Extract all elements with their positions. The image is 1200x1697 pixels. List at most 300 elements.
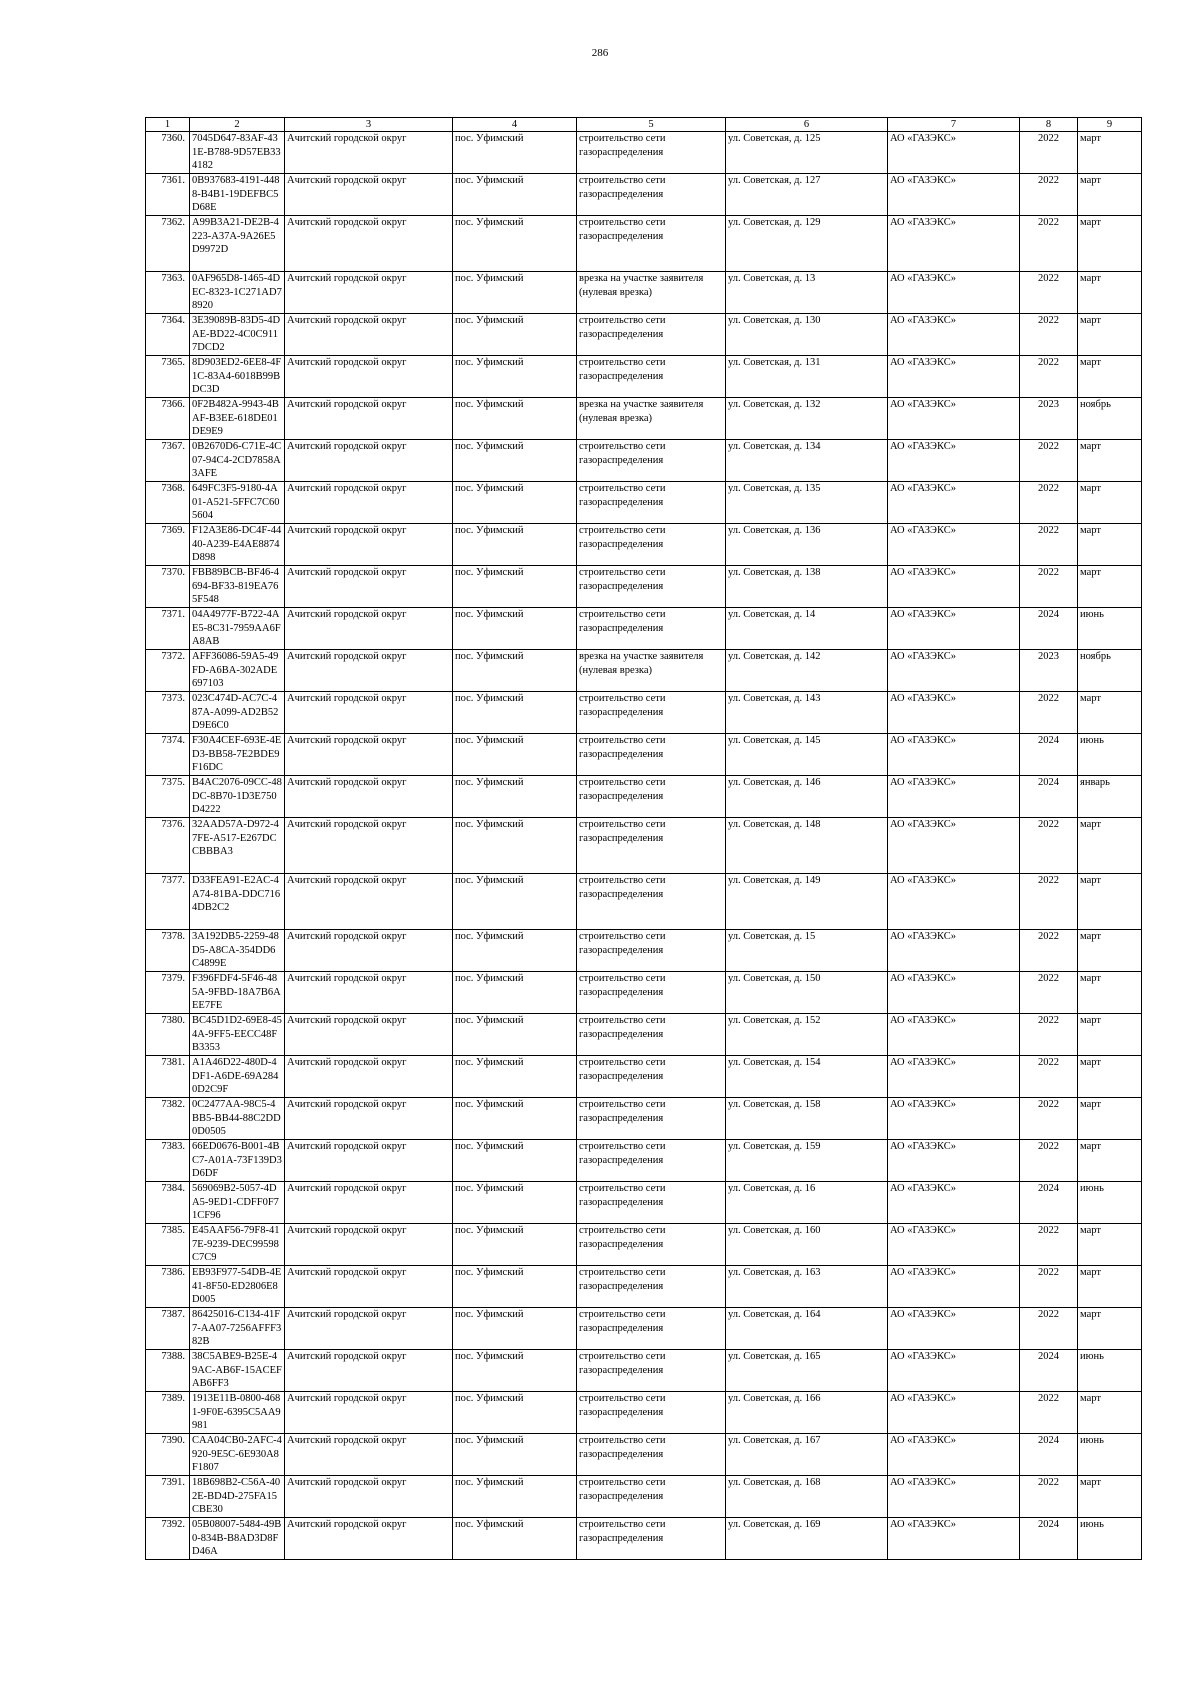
table-cell: март	[1078, 1140, 1142, 1182]
table-cell: 7045D647-83AF-431E-B788-9D57EB334182	[190, 132, 285, 174]
table-cell: АО «ГАЗЭКС»	[888, 1266, 1020, 1308]
table-cell: ул. Советская, д. 149	[726, 874, 888, 930]
table-cell: 7381.	[146, 1056, 190, 1098]
table-cell: 2023	[1020, 650, 1078, 692]
table-cell: 2022	[1020, 818, 1078, 874]
table-cell: Ачитский городской округ	[285, 482, 453, 524]
table-cell: 2022	[1020, 314, 1078, 356]
table-cell: 7376.	[146, 818, 190, 874]
table-cell: АО «ГАЗЭКС»	[888, 930, 1020, 972]
table-cell: ул. Советская, д. 168	[726, 1476, 888, 1518]
table-cell: март	[1078, 132, 1142, 174]
table-cell: АО «ГАЗЭКС»	[888, 1182, 1020, 1224]
table-cell: март	[1078, 216, 1142, 272]
table-cell: 2022	[1020, 566, 1078, 608]
table-cell: 2022	[1020, 1140, 1078, 1182]
table-cell: AFF36086-59A5-49FD-A6BA-302ADE697103	[190, 650, 285, 692]
table-cell: Ачитский городской округ	[285, 174, 453, 216]
table-row	[146, 398, 1142, 440]
table-cell: март	[1078, 1266, 1142, 1308]
table-cell: пос. Уфимский	[453, 1056, 577, 1098]
table-cell: 04A4977F-B722-4AE5-8C31-7959AA6FA8AB	[190, 608, 285, 650]
table-cell: 2022	[1020, 1224, 1078, 1266]
table-cell: пос. Уфимский	[453, 1518, 577, 1560]
table-cell: АО «ГАЗЭКС»	[888, 566, 1020, 608]
table-cell: 023C474D-AC7C-487A-A099-AD2B52D9E6C0	[190, 692, 285, 734]
table-cell: BC45D1D2-69E8-454A-9FF5-EECC48FB3353	[190, 1014, 285, 1056]
column-header: 6	[726, 118, 888, 132]
table-cell: 7374.	[146, 734, 190, 776]
table-cell: пос. Уфимский	[453, 482, 577, 524]
table-cell: строительство сети газораспределения	[577, 1014, 726, 1056]
table-cell: 7380.	[146, 1014, 190, 1056]
table-cell: Ачитский городской округ	[285, 1014, 453, 1056]
table-cell: строительство сети газораспределения	[577, 482, 726, 524]
table-cell: ул. Советская, д. 146	[726, 776, 888, 818]
table-cell: EB93F977-54DB-4E41-8F50-ED2806E8D005	[190, 1266, 285, 1308]
table-cell: АО «ГАЗЭКС»	[888, 776, 1020, 818]
table-cell: март	[1078, 1224, 1142, 1266]
table-cell: 2024	[1020, 1518, 1078, 1560]
table-cell: АО «ГАЗЭКС»	[888, 818, 1020, 874]
table-row	[146, 972, 1142, 1014]
table-cell: строительство сети газораспределения	[577, 440, 726, 482]
table-cell: март	[1078, 482, 1142, 524]
table-cell: 8D903ED2-6EE8-4F1C-83A4-6018B99BDC3D	[190, 356, 285, 398]
table-cell: 7365.	[146, 356, 190, 398]
table-cell: пос. Уфимский	[453, 930, 577, 972]
table-row	[146, 608, 1142, 650]
table-cell: 86425016-C134-41F7-AA07-7256AFFF382B	[190, 1308, 285, 1350]
table-cell: ул. Советская, д. 148	[726, 818, 888, 874]
table-cell: ул. Советская, д. 163	[726, 1266, 888, 1308]
column-header: 4	[453, 118, 577, 132]
column-header: 1	[146, 118, 190, 132]
table-row	[146, 1392, 1142, 1434]
table-cell: 2023	[1020, 398, 1078, 440]
table-cell: пос. Уфимский	[453, 398, 577, 440]
column-header: 9	[1078, 118, 1142, 132]
header-row	[146, 118, 1142, 132]
table-cell: АО «ГАЗЭКС»	[888, 314, 1020, 356]
table-cell: ул. Советская, д. 130	[726, 314, 888, 356]
table-cell: 7372.	[146, 650, 190, 692]
table-cell: ул. Советская, д. 134	[726, 440, 888, 482]
table-cell: март	[1078, 1308, 1142, 1350]
table-cell: D33FEA91-E2AC-4A74-81BA-DDC7164DB2C2	[190, 874, 285, 930]
table-row	[146, 174, 1142, 216]
table-cell: 7389.	[146, 1392, 190, 1434]
table-cell: март	[1078, 972, 1142, 1014]
table-cell: март	[1078, 272, 1142, 314]
table-cell: 2022	[1020, 874, 1078, 930]
table-cell: ул. Советская, д. 136	[726, 524, 888, 566]
table-cell: пос. Уфимский	[453, 1098, 577, 1140]
table-cell: врезка на участке заявителя (нулевая врезка)	[577, 398, 726, 440]
table-row	[146, 1308, 1142, 1350]
table-cell: март	[1078, 874, 1142, 930]
table-cell: пос. Уфимский	[453, 132, 577, 174]
table-cell: Ачитский городской округ	[285, 1182, 453, 1224]
table-cell: пос. Уфимский	[453, 216, 577, 272]
table-row	[146, 440, 1142, 482]
table-cell: строительство сети газораспределения	[577, 1308, 726, 1350]
table-cell: строительство сети газораспределения	[577, 1224, 726, 1266]
table-cell: Ачитский городской округ	[285, 1308, 453, 1350]
table-cell: Ачитский городской округ	[285, 650, 453, 692]
table-cell: 2022	[1020, 1098, 1078, 1140]
table-cell: строительство сети газораспределения	[577, 1182, 726, 1224]
table-cell: ноябрь	[1078, 398, 1142, 440]
table-cell: июнь	[1078, 1182, 1142, 1224]
table-cell: АО «ГАЗЭКС»	[888, 1518, 1020, 1560]
table-cell: строительство сети газораспределения	[577, 1392, 726, 1434]
table-cell: 7366.	[146, 398, 190, 440]
table-cell: ул. Советская, д. 165	[726, 1350, 888, 1392]
column-header: 5	[577, 118, 726, 132]
table-cell: АО «ГАЗЭКС»	[888, 174, 1020, 216]
table-cell: 7384.	[146, 1182, 190, 1224]
table-cell: март	[1078, 930, 1142, 972]
table-cell: пос. Уфимский	[453, 356, 577, 398]
table-cell: пос. Уфимский	[453, 1182, 577, 1224]
table-cell: 2024	[1020, 608, 1078, 650]
table-cell: пос. Уфимский	[453, 566, 577, 608]
table-cell: пос. Уфимский	[453, 650, 577, 692]
table-cell: ул. Советская, д. 150	[726, 972, 888, 1014]
table-cell: АО «ГАЗЭКС»	[888, 734, 1020, 776]
table-cell: строительство сети газораспределения	[577, 132, 726, 174]
table-cell: Ачитский городской округ	[285, 356, 453, 398]
table-cell: июнь	[1078, 1434, 1142, 1476]
table-cell: FBB89BCB-BF46-4694-BF33-819EA765F548	[190, 566, 285, 608]
table-cell: ул. Советская, д. 145	[726, 734, 888, 776]
table-cell: F396FDF4-5F46-485A-9FBD-18A7B6AEE7FE	[190, 972, 285, 1014]
table-cell: 3E39089B-83D5-4DAE-BD22-4C0C9117DCD2	[190, 314, 285, 356]
table-cell: врезка на участке заявителя (нулевая врезка)	[577, 650, 726, 692]
table-cell: A1A46D22-480D-4DF1-A6DE-69A2840D2C9F	[190, 1056, 285, 1098]
table-cell: строительство сети газораспределения	[577, 1140, 726, 1182]
table-row	[146, 1224, 1142, 1266]
table-cell: пос. Уфимский	[453, 524, 577, 566]
table-cell: E45AAF56-79F8-417E-9239-DEC99598C7C9	[190, 1224, 285, 1266]
table-cell: 0C2477AA-98C5-4BB5-BB44-88C2DD0D0505	[190, 1098, 285, 1140]
column-header: 3	[285, 118, 453, 132]
table-cell: ул. Советская, д. 131	[726, 356, 888, 398]
table-cell: АО «ГАЗЭКС»	[888, 1392, 1020, 1434]
table-cell: строительство сети газораспределения	[577, 692, 726, 734]
table-cell: 7369.	[146, 524, 190, 566]
table-cell: строительство сети газораспределения	[577, 1350, 726, 1392]
table-cell: 7392.	[146, 1518, 190, 1560]
table-cell: Ачитский городской округ	[285, 776, 453, 818]
table-cell: строительство сети газораспределения	[577, 174, 726, 216]
table-cell: ул. Советская, д. 166	[726, 1392, 888, 1434]
table-cell: пос. Уфимский	[453, 874, 577, 930]
table-cell: Ачитский городской округ	[285, 216, 453, 272]
table-cell: B4AC2076-09CC-48DC-8B70-1D3E750D4222	[190, 776, 285, 818]
table-cell: F12A3E86-DC4F-4440-A239-E4AE8874D898	[190, 524, 285, 566]
table-cell: 7375.	[146, 776, 190, 818]
table-cell: март	[1078, 818, 1142, 874]
column-header: 2	[190, 118, 285, 132]
table-cell: 2022	[1020, 1476, 1078, 1518]
table-cell: ул. Советская, д. 14	[726, 608, 888, 650]
table-cell: Ачитский городской округ	[285, 566, 453, 608]
table-row	[146, 314, 1142, 356]
table-cell: 7390.	[146, 1434, 190, 1476]
table-cell: пос. Уфимский	[453, 1350, 577, 1392]
table-cell: 7391.	[146, 1476, 190, 1518]
table-cell: пос. Уфимский	[453, 972, 577, 1014]
column-header: 8	[1020, 118, 1078, 132]
table-cell: пос. Уфимский	[453, 1308, 577, 1350]
table-cell: 2022	[1020, 524, 1078, 566]
table-cell: 2022	[1020, 132, 1078, 174]
table-cell: ул. Советская, д. 167	[726, 1434, 888, 1476]
table-cell: 2024	[1020, 1434, 1078, 1476]
table-cell: A99B3A21-DE2B-4223-A37A-9A26E5D9972D	[190, 216, 285, 272]
table-cell: март	[1078, 1392, 1142, 1434]
table-row	[146, 216, 1142, 272]
table-cell: 649FC3F5-9180-4A01-A521-5FFC7C605604	[190, 482, 285, 524]
table-cell: 7379.	[146, 972, 190, 1014]
table-cell: строительство сети газораспределения	[577, 566, 726, 608]
table-cell: пос. Уфимский	[453, 692, 577, 734]
table-row	[146, 356, 1142, 398]
table-cell: строительство сети газораспределения	[577, 216, 726, 272]
table-cell: 66ED0676-B001-4BC7-A01A-73F139D3D6DF	[190, 1140, 285, 1182]
table-cell: АО «ГАЗЭКС»	[888, 1014, 1020, 1056]
table-cell: Ачитский городской округ	[285, 1518, 453, 1560]
table-cell: Ачитский городской округ	[285, 874, 453, 930]
table-row	[146, 818, 1142, 874]
table-cell: Ачитский городской округ	[285, 272, 453, 314]
table-cell: 38C5ABE9-B25E-49AC-AB6F-15ACEFAB6FF3	[190, 1350, 285, 1392]
table-cell: ул. Советская, д. 154	[726, 1056, 888, 1098]
table-cell: Ачитский городской округ	[285, 930, 453, 972]
table-cell: пос. Уфимский	[453, 1266, 577, 1308]
table-cell: АО «ГАЗЭКС»	[888, 1476, 1020, 1518]
table-cell: строительство сети газораспределения	[577, 1518, 726, 1560]
table-row	[146, 1098, 1142, 1140]
table-cell: 7385.	[146, 1224, 190, 1266]
table-cell: АО «ГАЗЭКС»	[888, 1308, 1020, 1350]
table-row	[146, 272, 1142, 314]
table-cell: Ачитский городской округ	[285, 1350, 453, 1392]
table-cell: 2022	[1020, 930, 1078, 972]
table-cell: АО «ГАЗЭКС»	[888, 1140, 1020, 1182]
table-cell: ул. Советская, д. 164	[726, 1308, 888, 1350]
table-cell: ул. Советская, д. 159	[726, 1140, 888, 1182]
table-cell: 7361.	[146, 174, 190, 216]
table-cell: 7370.	[146, 566, 190, 608]
table-cell: строительство сети газораспределения	[577, 524, 726, 566]
column-header: 7	[888, 118, 1020, 132]
table-cell: пос. Уфимский	[453, 174, 577, 216]
table-cell: 2022	[1020, 1014, 1078, 1056]
table-row	[146, 132, 1142, 174]
table-cell: 2022	[1020, 1392, 1078, 1434]
table-cell: Ачитский городской округ	[285, 1056, 453, 1098]
table-cell: 7368.	[146, 482, 190, 524]
table-cell: Ачитский городской округ	[285, 132, 453, 174]
table-cell: ул. Советская, д. 132	[726, 398, 888, 440]
table-cell: врезка на участке заявителя (нулевая врезка)	[577, 272, 726, 314]
table-cell: Ачитский городской округ	[285, 1434, 453, 1476]
table-cell: 7362.	[146, 216, 190, 272]
table-cell: 05B08007-5484-49B0-834B-B8AD3D8FD46A	[190, 1518, 285, 1560]
table-cell: строительство сети газораспределения	[577, 972, 726, 1014]
table-cell: 2024	[1020, 734, 1078, 776]
table-cell: строительство сети газораспределения	[577, 608, 726, 650]
table-row	[146, 692, 1142, 734]
table-cell: строительство сети газораспределения	[577, 1056, 726, 1098]
table-cell: АО «ГАЗЭКС»	[888, 1098, 1020, 1140]
table-cell: 3A192DB5-2259-48D5-A8CA-354DD6C4899E	[190, 930, 285, 972]
table-cell: 7360.	[146, 132, 190, 174]
table-cell: 2022	[1020, 692, 1078, 734]
table-cell: июнь	[1078, 608, 1142, 650]
table-cell: пос. Уфимский	[453, 440, 577, 482]
table-cell: 1913E11B-0800-4681-9F0E-6395C5AA9981	[190, 1392, 285, 1434]
table-cell: пос. Уфимский	[453, 1224, 577, 1266]
table-cell: март	[1078, 1476, 1142, 1518]
table-cell: АО «ГАЗЭКС»	[888, 216, 1020, 272]
table-cell: строительство сети газораспределения	[577, 1476, 726, 1518]
table-cell: 2022	[1020, 174, 1078, 216]
table-cell: пос. Уфимский	[453, 1392, 577, 1434]
table-cell: 7382.	[146, 1098, 190, 1140]
table-cell: пос. Уфимский	[453, 1140, 577, 1182]
table-cell: Ачитский городской округ	[285, 1476, 453, 1518]
table-cell: Ачитский городской округ	[285, 692, 453, 734]
table-cell: АО «ГАЗЭКС»	[888, 1224, 1020, 1266]
table-row	[146, 1266, 1142, 1308]
table-cell: АО «ГАЗЭКС»	[888, 440, 1020, 482]
table-cell: январь	[1078, 776, 1142, 818]
table-cell: пос. Уфимский	[453, 1476, 577, 1518]
table-cell: строительство сети газораспределения	[577, 930, 726, 972]
table-cell: 7383.	[146, 1140, 190, 1182]
table-row	[146, 1140, 1142, 1182]
table-cell: 2024	[1020, 776, 1078, 818]
table-cell: АО «ГАЗЭКС»	[888, 972, 1020, 1014]
table-cell: АО «ГАЗЭКС»	[888, 272, 1020, 314]
table-cell: ул. Советская, д. 125	[726, 132, 888, 174]
table-row	[146, 874, 1142, 930]
table-cell: пос. Уфимский	[453, 314, 577, 356]
table-cell: 0AF965D8-1465-4DEC-8323-1C271AD78920	[190, 272, 285, 314]
table-cell: ул. Советская, д. 13	[726, 272, 888, 314]
table-cell: строительство сети газораспределения	[577, 1098, 726, 1140]
table-cell: Ачитский городской округ	[285, 314, 453, 356]
table-cell: март	[1078, 356, 1142, 398]
table-cell: март	[1078, 692, 1142, 734]
table-cell: 0B937683-4191-4488-B4B1-19DEFBC5D68E	[190, 174, 285, 216]
table-cell: АО «ГАЗЭКС»	[888, 524, 1020, 566]
table-cell: 2022	[1020, 1308, 1078, 1350]
table-cell: пос. Уфимский	[453, 818, 577, 874]
table-cell: ул. Советская, д. 16	[726, 1182, 888, 1224]
table-cell: CAA04CB0-2AFC-4920-9E5C-6E930A8F1807	[190, 1434, 285, 1476]
table-cell: Ачитский городской округ	[285, 1140, 453, 1182]
table-cell: АО «ГАЗЭКС»	[888, 1350, 1020, 1392]
table-cell: АО «ГАЗЭКС»	[888, 482, 1020, 524]
table-cell: 7373.	[146, 692, 190, 734]
table-cell: строительство сети газораспределения	[577, 818, 726, 874]
table-cell: 0B2670D6-C71E-4C07-94C4-2CD7858A3AFE	[190, 440, 285, 482]
table-cell: 0F2B482A-9943-4BAF-B3EE-618DE01DE9E9	[190, 398, 285, 440]
table-cell: 2022	[1020, 440, 1078, 482]
table-row	[146, 524, 1142, 566]
table-cell: ул. Советская, д. 158	[726, 1098, 888, 1140]
table-cell: 7363.	[146, 272, 190, 314]
table-cell: 2022	[1020, 972, 1078, 1014]
table-cell: строительство сети газораспределения	[577, 314, 726, 356]
table-cell: ул. Советская, д. 129	[726, 216, 888, 272]
table-cell: Ачитский городской округ	[285, 440, 453, 482]
table-cell: 2022	[1020, 356, 1078, 398]
table-cell: Ачитский городской округ	[285, 608, 453, 650]
table-row	[146, 734, 1142, 776]
table-cell: март	[1078, 440, 1142, 482]
table-cell: 2022	[1020, 216, 1078, 272]
table-row	[146, 1350, 1142, 1392]
table-cell: 2022	[1020, 1266, 1078, 1308]
table-row	[146, 1434, 1142, 1476]
table-cell: 7387.	[146, 1308, 190, 1350]
table-cell: 18B698B2-C56A-402E-BD4D-275FA15CBE30	[190, 1476, 285, 1518]
table-cell: 7388.	[146, 1350, 190, 1392]
table-cell: март	[1078, 314, 1142, 356]
table-row	[146, 1476, 1142, 1518]
table-row	[146, 930, 1142, 972]
table-cell: строительство сети газораспределения	[577, 776, 726, 818]
table-cell: пос. Уфимский	[453, 272, 577, 314]
table-cell: Ачитский городской округ	[285, 1266, 453, 1308]
table-cell: пос. Уфимский	[453, 1014, 577, 1056]
table-cell: строительство сети газораспределения	[577, 1266, 726, 1308]
table-cell: АО «ГАЗЭКС»	[888, 1434, 1020, 1476]
table-cell: пос. Уфимский	[453, 776, 577, 818]
table-cell: март	[1078, 524, 1142, 566]
table-cell: июнь	[1078, 734, 1142, 776]
table-cell: Ачитский городской округ	[285, 1392, 453, 1434]
table-cell: 2024	[1020, 1182, 1078, 1224]
table-cell: пос. Уфимский	[453, 608, 577, 650]
table-cell: АО «ГАЗЭКС»	[888, 1056, 1020, 1098]
table-cell: Ачитский городской округ	[285, 524, 453, 566]
page-number: 286	[591, 47, 609, 59]
table-cell: строительство сети газораспределения	[577, 734, 726, 776]
table-cell: 569069B2-5057-4DA5-9ED1-CDFF0F71CF96	[190, 1182, 285, 1224]
table-cell: АО «ГАЗЭКС»	[888, 692, 1020, 734]
table-cell: 32AAD57A-D972-47FE-A517-E267DCCBBBA3	[190, 818, 285, 874]
table-cell: март	[1078, 566, 1142, 608]
table-cell: 2022	[1020, 272, 1078, 314]
table-cell: АО «ГАЗЭКС»	[888, 132, 1020, 174]
table-cell: март	[1078, 1014, 1142, 1056]
table-cell: ул. Советская, д. 143	[726, 692, 888, 734]
table-row	[146, 1014, 1142, 1056]
table-cell: ул. Советская, д. 152	[726, 1014, 888, 1056]
table-cell: 7386.	[146, 1266, 190, 1308]
table-cell: июнь	[1078, 1350, 1142, 1392]
table-cell: 7367.	[146, 440, 190, 482]
table-row	[146, 1056, 1142, 1098]
table-cell: ул. Советская, д. 160	[726, 1224, 888, 1266]
